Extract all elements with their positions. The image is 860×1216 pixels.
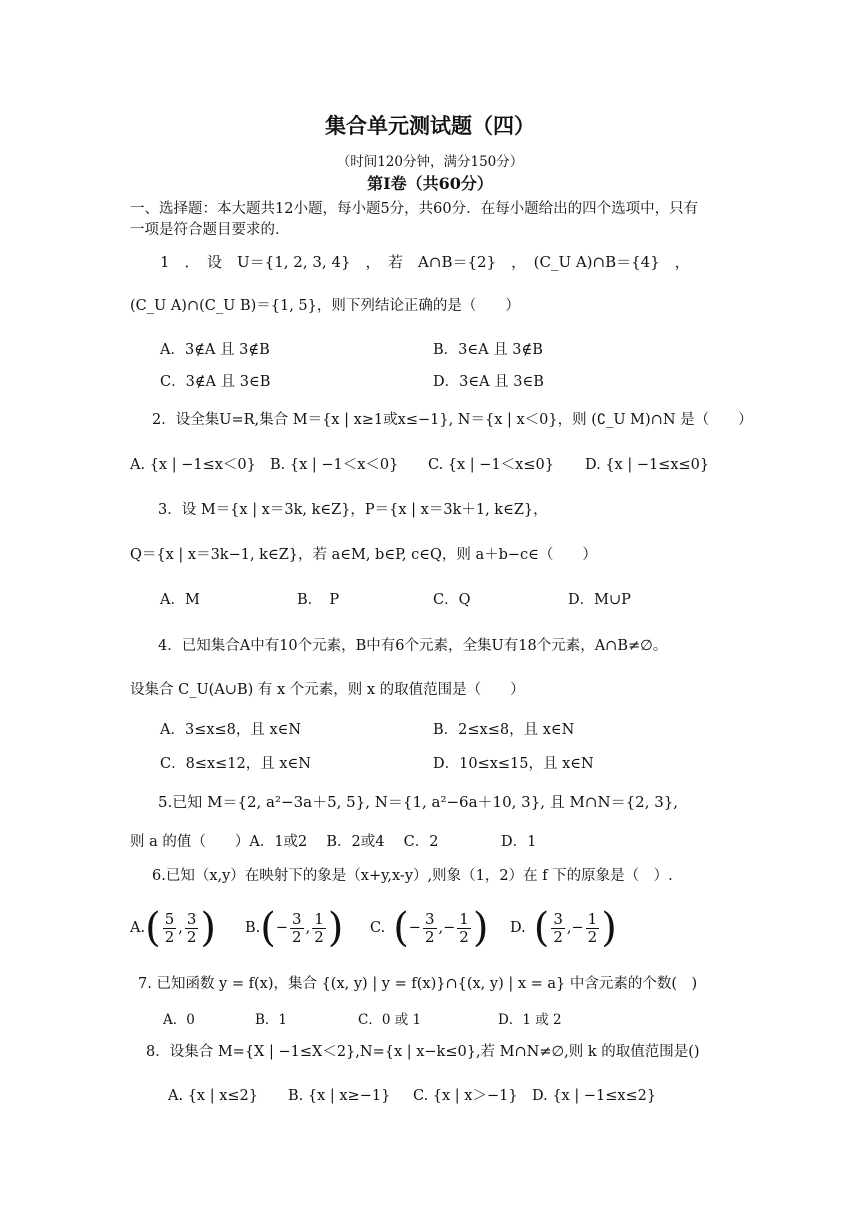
q1-option-a: A．3∉A 且 3∉B — [160, 342, 270, 358]
q6-option-c: C. ( − $\frac{3}{2}$ , − $\frac{1}{2}$ ) — [370, 905, 489, 951]
denominator: 2 — [164, 927, 175, 946]
numerator: 3 — [292, 909, 302, 928]
numerator: 1 — [587, 909, 598, 928]
q7-option-c: C．0 或 1 — [358, 1012, 422, 1028]
q1-stem-line-1: 1 ． 设 U＝{1, 2, 3, 4} ， 若 A∩B＝{2} ， (C_U A)∩B＝{4} ， — [160, 253, 690, 271]
intro-line-1: 一、选择题：本大题共12小题，每小题5分，共60分．在每小题给出的四个选项中，只有 — [130, 201, 699, 217]
q3-option-a: A．M — [160, 592, 200, 608]
q4-option-c: C．8≤x≤12，且 x∈N — [160, 756, 311, 772]
q2-option-b: B. {x | −1＜x＜0} — [270, 457, 399, 473]
fraction — [457, 911, 471, 946]
paren-open: ( — [393, 905, 409, 951]
q3-option-b: B． P — [297, 592, 340, 608]
fraction — [163, 911, 177, 946]
paren-open: ( — [145, 905, 161, 951]
denominator: 2 — [459, 927, 469, 946]
minus-sign: − — [443, 920, 456, 936]
minus-sign: − — [571, 920, 584, 936]
page-title: 集合单元测试题（四） — [325, 113, 535, 138]
denominator: 2 — [553, 927, 563, 946]
q8-option-d: D. {x | −1≤x≤2} — [532, 1088, 657, 1104]
denominator: 2 — [186, 927, 197, 946]
q6-option-d: D. ( $\frac{3}{2}$ , − $\frac{1}{2}$ ) — [510, 905, 617, 951]
q8-option-a: A. {x | x≤2} — [168, 1088, 258, 1104]
q8-option-c: C. {x | x＞−1} — [413, 1088, 518, 1104]
intro-line-2: 一项是符合题目要求的． — [130, 222, 290, 238]
fraction — [290, 911, 304, 946]
fraction — [586, 911, 600, 946]
q6-option-c-label: C. — [370, 920, 386, 936]
q7-stem: 7. 已知函数 y = f(x)，集合 {(x, y) | y = f(x)}∩{(x, y) | x = a} 中含元素的个数( ) — [138, 976, 698, 992]
q4-option-b: B．2≤x≤8，且 x∈N — [433, 722, 575, 738]
numerator: 3 — [553, 909, 563, 928]
q4-option-a: A．3≤x≤8，且 x∈N — [160, 722, 302, 738]
section-heading: 第Ⅰ卷（共60分） — [367, 174, 493, 193]
q5-stem-line-2: 则 a 的值（ ）A．1或2 B．2或4 C．2 D．1 — [130, 834, 537, 850]
q2-stem: 2．设全集U=R,集合 M＝{x | x≥1或x≤−1}, N＝{x | x＜0}，则 (∁_U M)∩N 是（ ） — [152, 412, 753, 428]
q6-option-a-label: A. — [130, 920, 146, 936]
fraction — [312, 911, 326, 946]
q3-option-d: D．M∪P — [568, 592, 631, 608]
numerator: 5 — [164, 909, 175, 928]
q6-option-b-label: B. — [245, 920, 261, 936]
q8-option-b: B. {x | x≥−1} — [288, 1088, 391, 1104]
numerator: 1 — [314, 909, 324, 928]
fraction — [423, 911, 437, 946]
q7-option-b: B．1 — [255, 1012, 288, 1028]
paren-open: ( — [533, 905, 550, 951]
q2-option-a: A. {x | −1≤x＜0} — [130, 457, 256, 473]
denominator: 2 — [292, 927, 302, 946]
numerator: 3 — [186, 909, 197, 928]
q3-stem-line-2: Q＝{x | x＝3k−1, k∈Z}，若 a∈M, b∈P, c∈Q，则 a＋b−c∈（ ） — [130, 547, 597, 563]
q4-option-d: D．10≤x≤15，且 x∈N — [433, 756, 594, 772]
q1-option-d: D．3∈A 且 3∈B — [433, 374, 544, 390]
q2-option-c: C. {x | −1＜x≤0} — [428, 457, 554, 473]
fraction — [185, 911, 199, 946]
paren-close: ) — [601, 905, 617, 951]
q8-stem: 8．设集合 M={X | −1≤X＜2},N={x | x−k≤0},若 M∩N≠∅,则 k 的取值范围是() — [146, 1044, 700, 1060]
q7-option-a: A．0 — [163, 1012, 195, 1028]
q7-option-d: D．1 或 2 — [498, 1012, 562, 1028]
q3-stem-line-1: 3．设 M＝{x | x＝3k, k∈Z}，P＝{x | x＝3k＋1, k∈Z}， — [158, 502, 548, 518]
q6-stem: 6.已知（x,y）在映射下的象是（x+y,x-y）,则象（1，2）在 f 下的原象是（ ）. — [152, 868, 673, 884]
numerator: 3 — [424, 909, 435, 928]
q6-option-a: A. ( $\frac{5}{2}$ , $\frac{3}{2}$ ) — [130, 905, 217, 951]
paren-close: ) — [472, 905, 489, 951]
q1-option-b: B．3∈A 且 3∉B — [433, 342, 543, 358]
denominator: 2 — [314, 927, 324, 946]
paren-close: ) — [200, 905, 217, 951]
q5-stem-line-1: 5.已知 M＝{2, a²−3a＋5, 5}, N＝{1, a²−6a＋10, 3}, 且 M∩N＝{2, 3}, — [158, 793, 679, 811]
q6-option-b: B. ( − $\frac{3}{2}$ , $\frac{1}{2}$ ) — [245, 905, 344, 951]
fraction — [551, 911, 565, 946]
denominator: 2 — [424, 927, 435, 946]
q4-stem-line-1: 4．已知集合A中有10个元素，B中有6个元素，全集U有18个元素，A∩B≠∅。 — [158, 638, 668, 654]
q6-option-d-label: D. — [510, 920, 526, 936]
minus-sign: − — [408, 920, 421, 936]
paren-close: ) — [327, 905, 344, 951]
q1-option-c: C．3∉A 且 3∈B — [160, 374, 271, 390]
minus-sign: − — [275, 920, 289, 936]
q3-option-c: C．Q — [433, 592, 471, 608]
q4-stem-line-2: 设集合 C_U(A∪B) 有 x 个元素，则 x 的取值范围是（ ） — [130, 682, 525, 698]
paren-open: ( — [260, 905, 276, 951]
q2-option-d: D. {x | −1≤x≤0} — [585, 457, 710, 473]
q1-stem-line-2: (C_U A)∩(C_U B)＝{1, 5}，则下列结论正确的是（ ） — [130, 298, 520, 314]
denominator: 2 — [587, 927, 598, 946]
numerator: 1 — [459, 909, 469, 928]
exam-time-note: （时间120分钟，满分150分） — [336, 154, 524, 170]
